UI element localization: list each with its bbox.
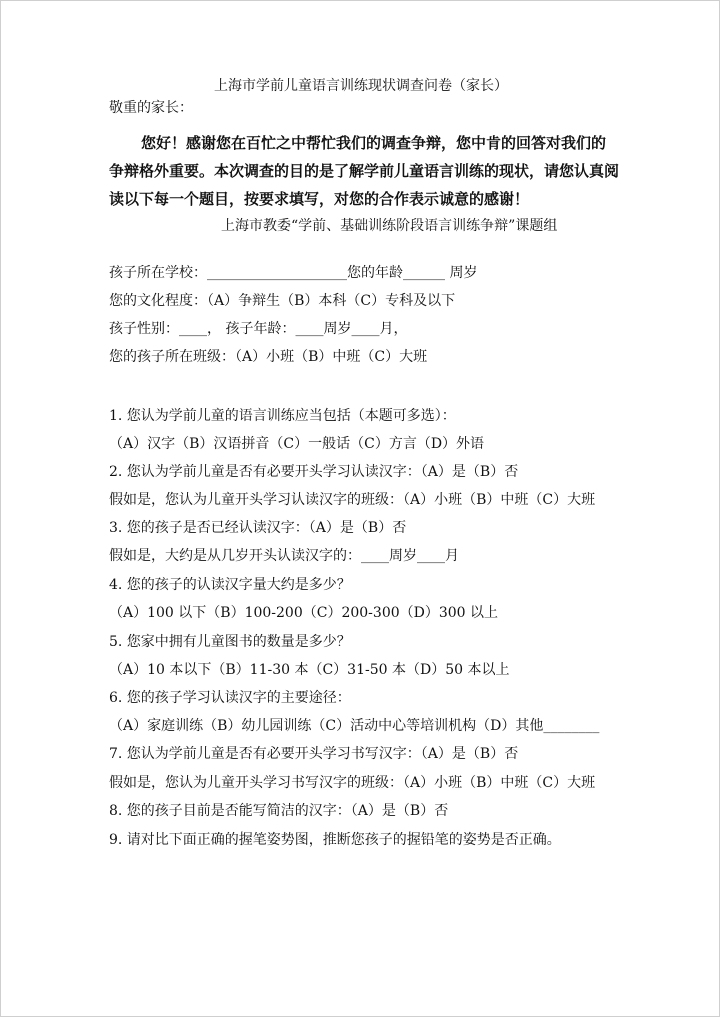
question-5: 5. 您家中拥有儿童图书的数量是多少？ bbox=[109, 634, 351, 650]
question-7: 7. 您认为学前儿童是否有必要开头学习书写汉字：（A）是（B）否 bbox=[109, 746, 519, 762]
signature: 上海市教委“学前、基础训练阶段语言训练争辩”课题组 bbox=[221, 218, 558, 234]
intro-paragraph: 您好！感谢您在百忙之中帮忙我们的调查争辩，您中肯的回答对我们的争辩格外重要。本次调查的目的是了解学前儿童语言训练的现状，请您认真阅读以下每一个题目，按要求填写，对您的合作表示诚意的感谢！ bbox=[109, 134, 620, 208]
question-8: 8. 您的孩子目前是否能写简洁的汉字：（A）是（B）否 bbox=[109, 803, 449, 819]
info-class: 您的孩子所在班级：（A）小班（B）中班（C）大班 bbox=[109, 349, 428, 365]
question-7-followup: 假如是，您认为儿童开头学习书写汉字的班级：（A）小班（B）中班（C）大班 bbox=[109, 775, 596, 791]
question-5-options: （A）10 本以下（B）11-30 本（C）31-50 本（D）50 本以上 bbox=[109, 662, 510, 678]
question-1-options: （A）汉字（B）汉语拼音（C）一般话（C）方言（D）外语 bbox=[109, 436, 485, 452]
question-3: 3. 您的孩子是否已经认读汉字：（A）是（B）否 bbox=[109, 520, 407, 536]
greeting: 敬重的家长： bbox=[109, 100, 193, 116]
question-3-followup: 假如是，大约是从几岁开头认读汉字的：____周岁____月 bbox=[109, 548, 459, 564]
document-title: 上海市学前儿童语言训练现状调查问卷（家长） bbox=[214, 78, 508, 94]
question-2: 2. 您认为学前儿童是否有必要开头学习认读汉字：（A）是（B）否 bbox=[109, 464, 519, 480]
info-school-age: 孩子所在学校：____________________您的年龄______ 周岁 bbox=[109, 265, 478, 281]
question-9: 9. 请对比下面正确的握笔姿势图，推断您孩子的握铅笔的姿势是否正确。 bbox=[109, 832, 561, 848]
question-6-options: （A）家庭训练（B）幼儿园训练（C）活动中心等培训机构（D）其他________ bbox=[109, 718, 600, 734]
question-6: 6. 您的孩子学习认读汉字的主要途径： bbox=[109, 690, 351, 706]
info-education: 您的文化程度：（A）争辩生（B）本科（C）专科及以下 bbox=[109, 293, 456, 309]
question-4: 4. 您的孩子的认读汉字量大约是多少？ bbox=[109, 577, 351, 593]
question-1: 1. 您认为学前儿童的语言训练应当包括（本题可多选）： bbox=[109, 408, 456, 424]
question-4-options: （A）100 以下（B）100-200（C）200-300（D）300 以上 bbox=[109, 605, 499, 621]
question-2-followup: 假如是，您认为儿童开头学习认读汉字的班级：（A）小班（B）中班（C）大班 bbox=[109, 492, 596, 508]
info-gender-age: 孩子性别：____， 孩子年龄：____周岁____月， bbox=[109, 321, 408, 337]
